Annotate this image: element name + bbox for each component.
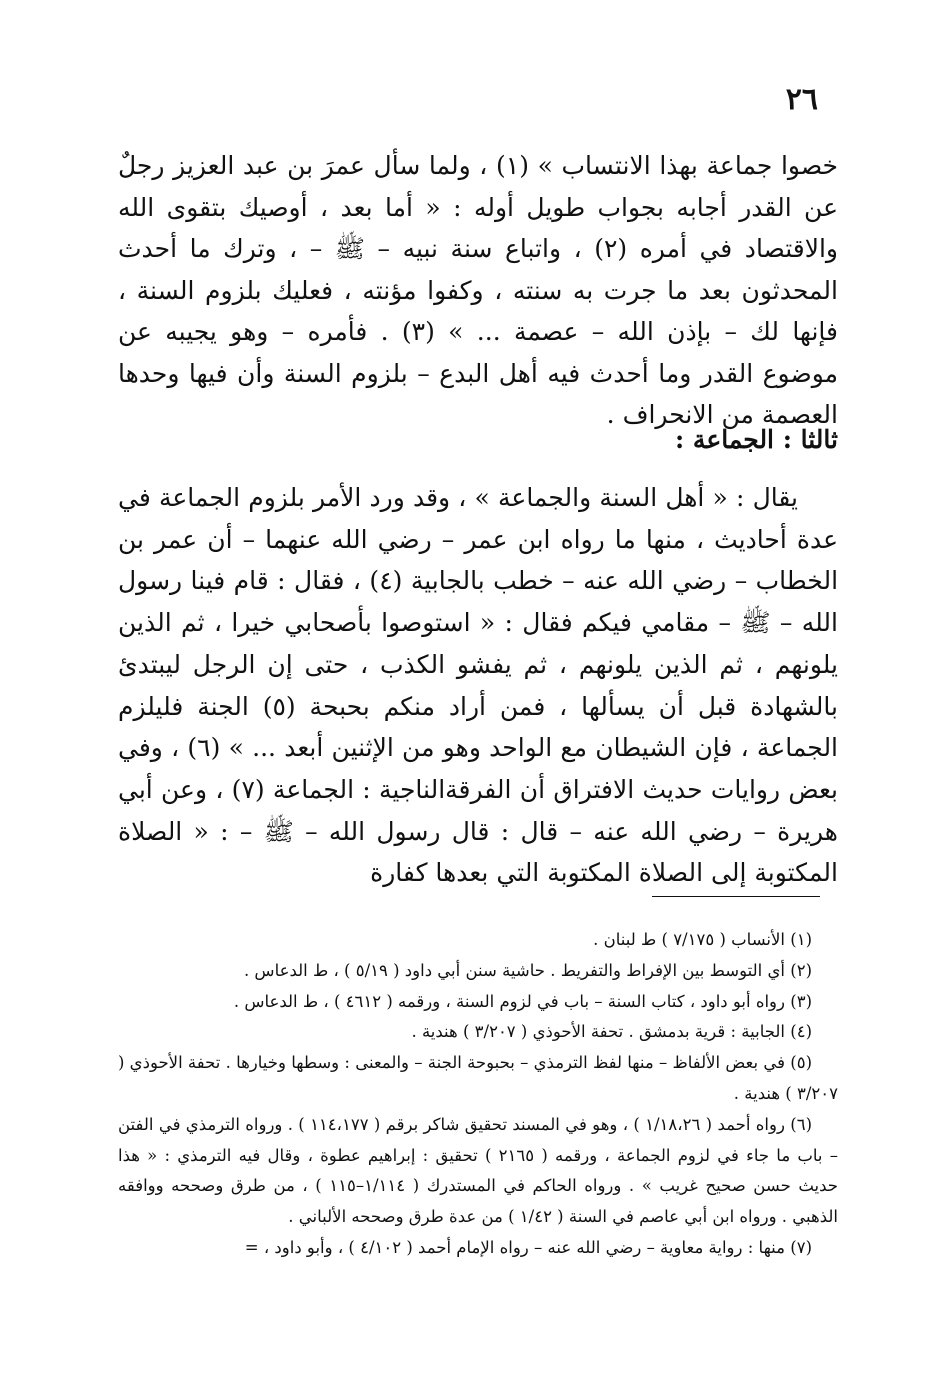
section-heading: ثالثا : الجماعة :	[674, 425, 838, 454]
page-number: ٢٦	[785, 82, 818, 117]
footnotes	[118, 925, 838, 1264]
footnote: (١) الأنساب ( ٧/١٧٥ ) ط لبنان .	[593, 930, 812, 949]
footnote: (٥) في بعض الألفاظ – منها لفظ الترمذي – بحبوحة الجنة – والمعنى : وسطها وخيارها . تحفة الأحوذي ( ٣/٢٠٧ ) هندية .	[118, 1053, 838, 1103]
paragraph: خصوا جماعة بهذا الانتساب » (١) ، ولما سأل عمرَ بن عبد العزيز رجلٌ عن القدر أجابه بجواب طويل أوله : « أما بعد ، أوصيك بتقوى الله والاقتصاد في أمره (٢) ، واتباع سنة نبيه – ﷺ – ، وترك ما أحدث المحدثون بعد ما جرت به سنته ، وكفوا مؤنته ، فعليك بلزوم السنة ، فإنها لك – بإذن الله – عصمة ... » (٣) . فأمره – وهو يجيبه عن موضوع القدر وما أحدث فيه أهل البدع – بلزوم السنة وأن فيها وحدها العصمة من الانحراف .	[118, 151, 839, 429]
footnote: (٢) أي التوسط بين الإفراط والتفريط . حاشية سنن أبي داود ( ٥/١٩ ) ، ط الدعاس .	[243, 960, 812, 980]
footnote: (٧) منها : رواية معاوية – رضي الله عنه – رواه الإمام أحمد ( ٤/١٠٢ ) ، وأبو داود ، =	[244, 1237, 812, 1257]
footnote: (٤) الجابية : قرية بدمشق . تحفة الأحوذي ( ٣/٢٠٧ ) هندية .	[411, 1022, 812, 1042]
footnote-divider	[652, 896, 820, 897]
footnote: (٣) رواه أبو داود ، كتاب السنة – باب في لزوم السنة ، ورقمه ( ٤٦١٢ ) ، ط الدعاس .	[233, 991, 812, 1011]
paragraph: يقال : « أهل السنة والجماعة » ، وقد ورد الأمر بلزوم الجماعة في عدة أحاديث ، منها ما رواه ابن عمر – رضي الله عنهما – أن عمر بن الخطاب – رضي الله عنه – خطب بالجابية (٤) ، فقال : قام فينا رسول الله – ﷺ – مقامي فيكم فقال : « استوصوا بأصحابي خيرا ، ثم الذين يلونهم ، ثم الذين يلونهم ، ثم يفشو الكذب ، حتى إن الرجل ليبتدئ بالشهادة قبل أن يسألها ، فمن أراد منكم بحبحة (٥) الجنة فليلزم الجماعة ، فإن الشيطان مع الواحد وهو من الإثنين أبعد ... » (٦) ، وفي بعض روايات حديث الافتراق أن الفرقةالناجية : الجماعة (٧) ، وعن أبي هريرة – رضي الله عنه – قال : قال رسول الله – ﷺ – : « الصلاة المكتوبة إلى الصلاة المكتوبة التي بعدها كفارة	[118, 483, 839, 888]
main-text-block	[118, 145, 838, 436]
main-text-block-2	[118, 477, 838, 894]
footnote: (٦) رواه أحمد ( ١/١٨،٢٦ ) ، وهو في المسند تحقيق شاكر برقم ( ١١٤،١٧٧ ) . ورواه الترمذي في الفتن – باب ما جاء في لزوم الجماعة ، ورقمه ( ٢١٦٥ ) تحقيق : إبراهيم عطوة ، وقال فيه الترمذي : « هذا حديث حسن صحيح غريب » . ورواه الحاكم في المستدرك ( ١/١١٤–١١٥ ) ، من طرق وصححه ووافقه الذهبي . ورواه ابن أبي عاصم في السنة ( ١/٤٢ ) من عدة طرق وصححه الألباني .	[118, 1114, 838, 1227]
